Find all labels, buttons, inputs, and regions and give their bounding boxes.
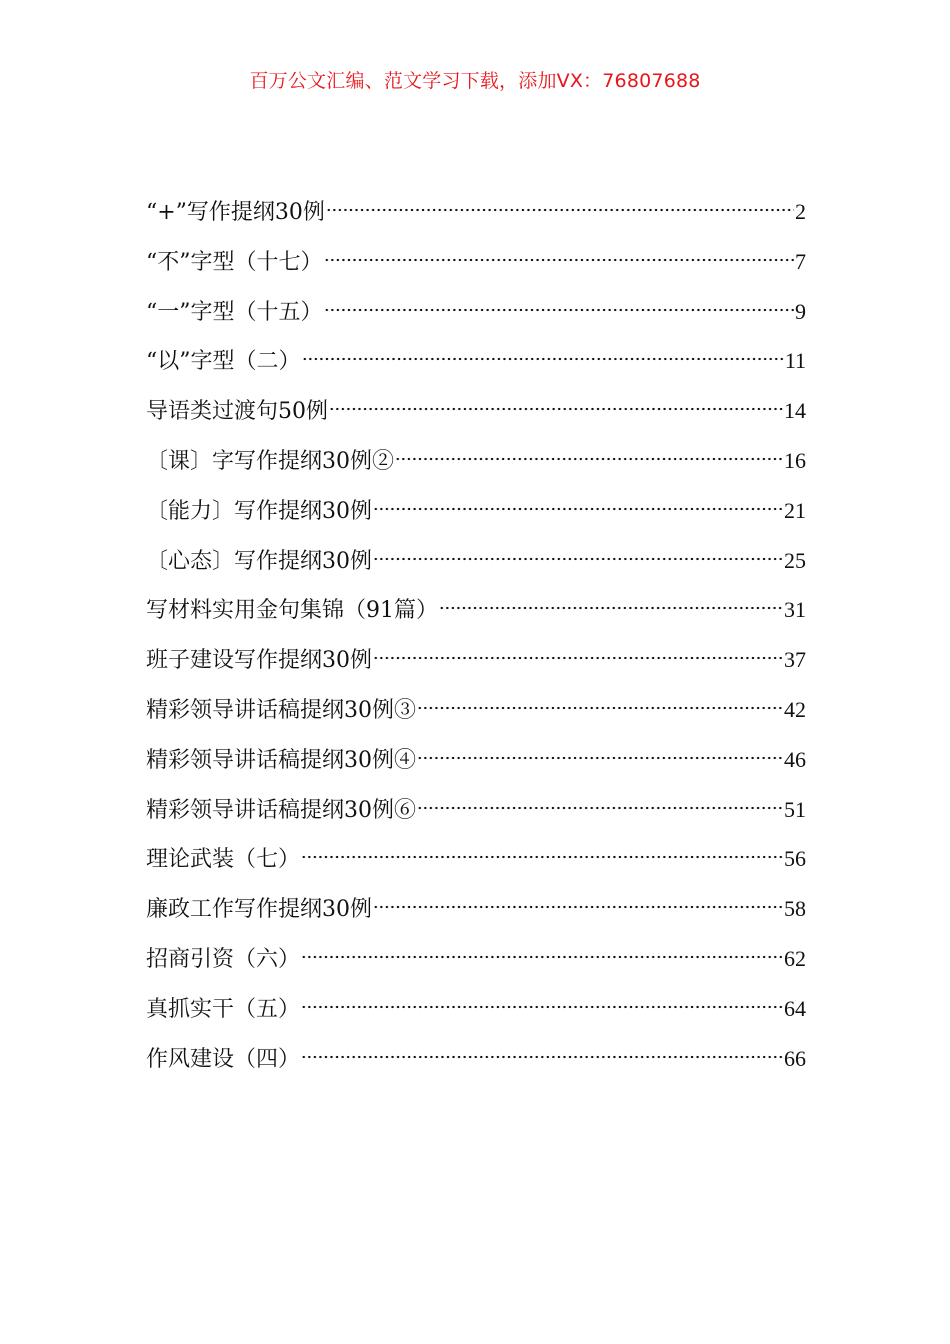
header-banner: 百万公文汇编、范文学习下载，添加VX：76807688 [249,70,701,92]
toc-dot-leader [301,954,783,960]
toc-dot-leader [301,1054,783,1060]
toc-entry-page-number: 14 [784,398,806,424]
toc-entry-page-number: 37 [784,647,806,673]
toc-dot-leader [417,755,783,761]
toc-entry-title: 精彩领导讲话稿提纲30例③ [146,697,416,723]
toc-entry-title: 作风建设（四） [146,1046,301,1072]
toc-dot-leader [395,456,783,462]
toc-entry-page-number: 2 [795,199,806,224]
toc-entry-title: 〔能力〕写作提纲30例 [146,498,372,524]
toc-dot-leader [417,805,783,811]
toc-entry[interactable] [146,444,806,494]
toc-dot-leader [373,556,783,562]
toc-entry-title: 真抓实干（五） [146,996,301,1022]
toc-entry-title: 理论武装（七） [146,847,301,873]
table-of-contents [146,195,806,1091]
toc-entry-page-number: 62 [784,945,806,971]
toc-entry-title: “+”写作提纲30例 [146,200,325,225]
toc-dot-leader [329,406,783,412]
toc-entry-title: 廉政工作写作提纲30例 [146,897,372,923]
toc-entry[interactable] [146,195,806,245]
toc-entry[interactable] [146,245,806,295]
toc-entry-page-number: 46 [784,746,806,772]
toc-entry[interactable] [146,892,806,942]
toc-entry[interactable] [146,643,806,693]
toc-entry-title: 精彩领导讲话稿提纲30例④ [146,747,416,773]
toc-entry[interactable] [146,295,806,345]
toc-entry-page-number: 21 [784,497,806,523]
toc-dot-leader [324,257,795,263]
toc-dot-leader [373,506,783,512]
toc-entry-page-number: 42 [784,696,806,722]
toc-dot-leader [301,854,783,860]
toc-dot-leader [302,356,784,362]
toc-entry-title: 导语类过渡句50例 [146,399,328,425]
toc-entry-title: 〔课〕字写作提纲30例② [146,448,394,474]
toc-entry-page-number: 16 [784,447,806,473]
toc-entry[interactable] [146,544,806,594]
toc-entry-page-number: 64 [784,995,806,1021]
toc-dot-leader [324,307,795,313]
toc-entry-page-number: 31 [784,597,806,623]
toc-dot-leader [373,655,783,661]
toc-dot-leader [417,705,783,711]
toc-entry-title: “不”字型（十七） [146,249,323,275]
toc-entry-page-number: 11 [784,348,806,374]
toc-dot-leader [301,1004,783,1010]
toc-entry[interactable] [146,494,806,544]
toc-entry-title: 精彩领导讲话稿提纲30例⑥ [146,797,416,823]
toc-entry-title: 班子建设写作提纲30例 [146,648,372,674]
toc-entry-title: “以”字型（二） [146,349,301,375]
toc-entry[interactable] [146,593,806,643]
toc-entry[interactable] [146,394,806,444]
toc-dot-leader [326,207,794,213]
toc-entry-page-number: 66 [784,1045,806,1071]
toc-entry-title: 写材料实用金句集锦（91篇） [146,598,438,624]
toc-entry-page-number: 9 [795,298,806,324]
toc-entry[interactable] [146,693,806,743]
toc-entry[interactable] [146,1042,806,1092]
toc-entry[interactable] [146,942,806,992]
toc-dot-leader [439,605,783,611]
toc-entry-page-number: 51 [784,796,806,822]
toc-entry[interactable] [146,842,806,892]
toc-entry-title: “一”字型（十五） [146,299,323,325]
toc-entry-page-number: 25 [784,547,806,573]
toc-entry-page-number: 58 [784,896,806,922]
toc-entry[interactable] [146,793,806,843]
toc-entry-title: 招商引资（六） [146,946,301,972]
toc-entry[interactable] [146,743,806,793]
toc-entry-title: 〔心态〕写作提纲30例 [146,548,372,574]
toc-entry-page-number: 56 [784,846,806,872]
toc-entry-page-number: 7 [795,248,806,274]
toc-entry[interactable] [146,992,806,1042]
toc-dot-leader [373,904,783,910]
toc-entry[interactable] [146,344,806,394]
